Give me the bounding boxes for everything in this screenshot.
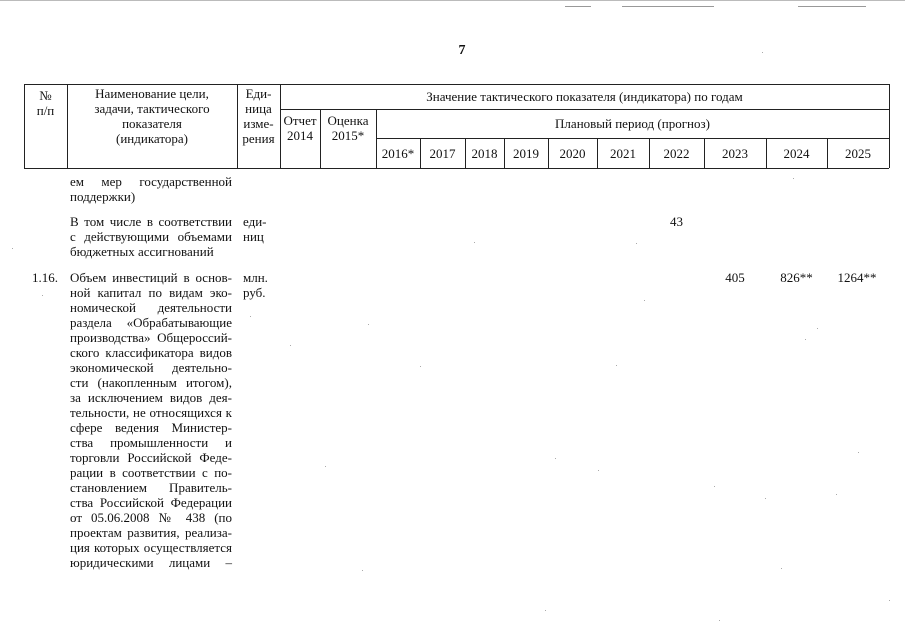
- row-value-2025: 1264**: [837, 270, 877, 285]
- row-name-line: сфере ведения Министер-: [70, 420, 232, 435]
- header-values-title: Значение тактического показателя (индикатора) по годам: [426, 89, 743, 104]
- row-value-2024: 826**: [780, 270, 813, 285]
- row-unit-line: руб.: [243, 285, 266, 300]
- year-2016: 2016*: [381, 145, 415, 161]
- header-number: № п/п: [36, 88, 55, 118]
- subrow-name-line: с действующими объемами: [70, 229, 232, 244]
- row-name-line: от 05.06.2008 № 438 (по: [70, 510, 232, 525]
- row-name-line: рации в соответствии с по-: [70, 465, 232, 480]
- row-name-line: номической деятельности: [70, 300, 232, 315]
- row-name-line: ского классификатора видов: [70, 345, 232, 360]
- row-name-line: производства» Общероссий-: [70, 330, 232, 345]
- row-value-2023: 405: [725, 270, 745, 285]
- continuation-line: ем мер государственной: [70, 174, 232, 189]
- subrow-unit-line: ниц: [243, 229, 264, 244]
- year-2017: 2017: [429, 145, 456, 161]
- scan-artifact-line: [565, 6, 591, 7]
- row-name-line: становлением Правитель-: [70, 480, 232, 495]
- row-unit-line: млн.: [243, 270, 268, 285]
- row-name-line: за исключением видов дея-: [70, 390, 232, 405]
- subrow-unit-line: еди-: [243, 214, 267, 229]
- scan-artifact-line: [622, 6, 714, 7]
- year-2025: 2025: [845, 145, 871, 161]
- year-2022: 2022: [663, 145, 690, 161]
- scan-artifact-line: [798, 6, 866, 7]
- continuation-line: поддержки): [70, 189, 136, 204]
- row-name-line: раздела «Обрабатывающие: [70, 315, 232, 330]
- row-name-line: ства Российской Федерации: [70, 495, 232, 510]
- header-report-2014: Отчет 2014: [283, 113, 317, 143]
- row-name-line: ция которых осуществляется: [70, 540, 232, 555]
- header-plan-period: Плановый период (прогноз): [555, 116, 710, 131]
- year-2021: 2021: [610, 145, 636, 161]
- year-2023: 2023: [722, 145, 748, 161]
- row-name-line: юридическими лицами –: [70, 555, 232, 570]
- year-2019: 2019: [513, 145, 539, 161]
- header-estimate-2015: Оценка 2015*: [327, 113, 369, 143]
- scan-edge-line: [0, 0, 905, 1]
- row-number: 1.16.: [32, 270, 58, 285]
- year-2018: 2018: [471, 145, 498, 161]
- row-name-line: торговли Российской Феде-: [70, 450, 232, 465]
- row-name-line: Объем инвестиций в основ-: [70, 270, 232, 285]
- row-name-line: ной капитал по видам эко-: [70, 285, 232, 300]
- page-number: 7: [458, 43, 466, 58]
- row-name-line: тельности, не относящихся к: [70, 405, 232, 420]
- row-name-line: проектам развития, реализа-: [70, 525, 232, 540]
- header-name: Наименование цели, задачи, тактического показателя (индикатора): [94, 86, 210, 146]
- row-name-line: экономической деятельно-: [70, 360, 232, 375]
- row-name-line: сти (накопленным итогом),: [70, 375, 232, 390]
- year-2020: 2020: [559, 145, 586, 161]
- header-unit: Еди- ница изме- рения: [242, 86, 275, 146]
- subrow-name-line: бюджетных ассигнований: [70, 244, 214, 259]
- subrow-name-line: В том числе в соответствии: [70, 214, 232, 229]
- year-2024: 2024: [783, 145, 810, 161]
- row-name-line: ства промышленности и: [70, 435, 232, 450]
- subrow-value-2022: 43: [670, 214, 683, 229]
